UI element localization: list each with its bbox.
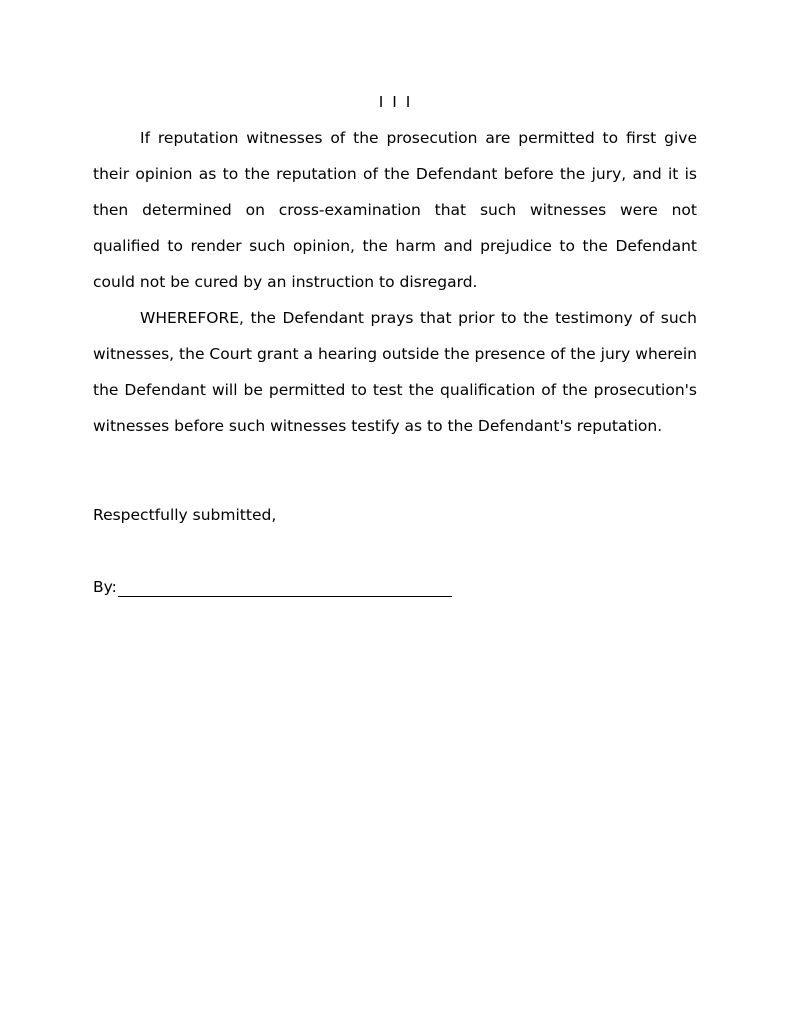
paragraph-reputation-witnesses [93, 120, 697, 300]
signature-block [93, 577, 452, 597]
closing-salutation: Respectfully submitted, [93, 506, 277, 524]
paragraph-text: If reputation witnesses of the prosecution are permitted to first give their opinion as to the reputation of the Defendant before the jury, and it is then determined on cross-examination that such witnesses were not qualified to render such opinion, the harm and prejudice to the Defendant could not be cured by an instruction to disregard. [93, 129, 697, 291]
signature-label: By: [93, 578, 117, 596]
paragraph-wherefore-prayer [93, 300, 697, 444]
signature-line [118, 580, 452, 597]
paragraph-text: WHEREFORE, the Defendant prays that prior to the testimony of such witnesses, the Court grant a hearing outside the presence of the jury wherein the Defendant will be permitted to test the qualification of the prosecution's witnesses before such witnesses testify as to the Defendant's reputation. [93, 309, 697, 435]
section-heading: I I I [378, 93, 413, 111]
